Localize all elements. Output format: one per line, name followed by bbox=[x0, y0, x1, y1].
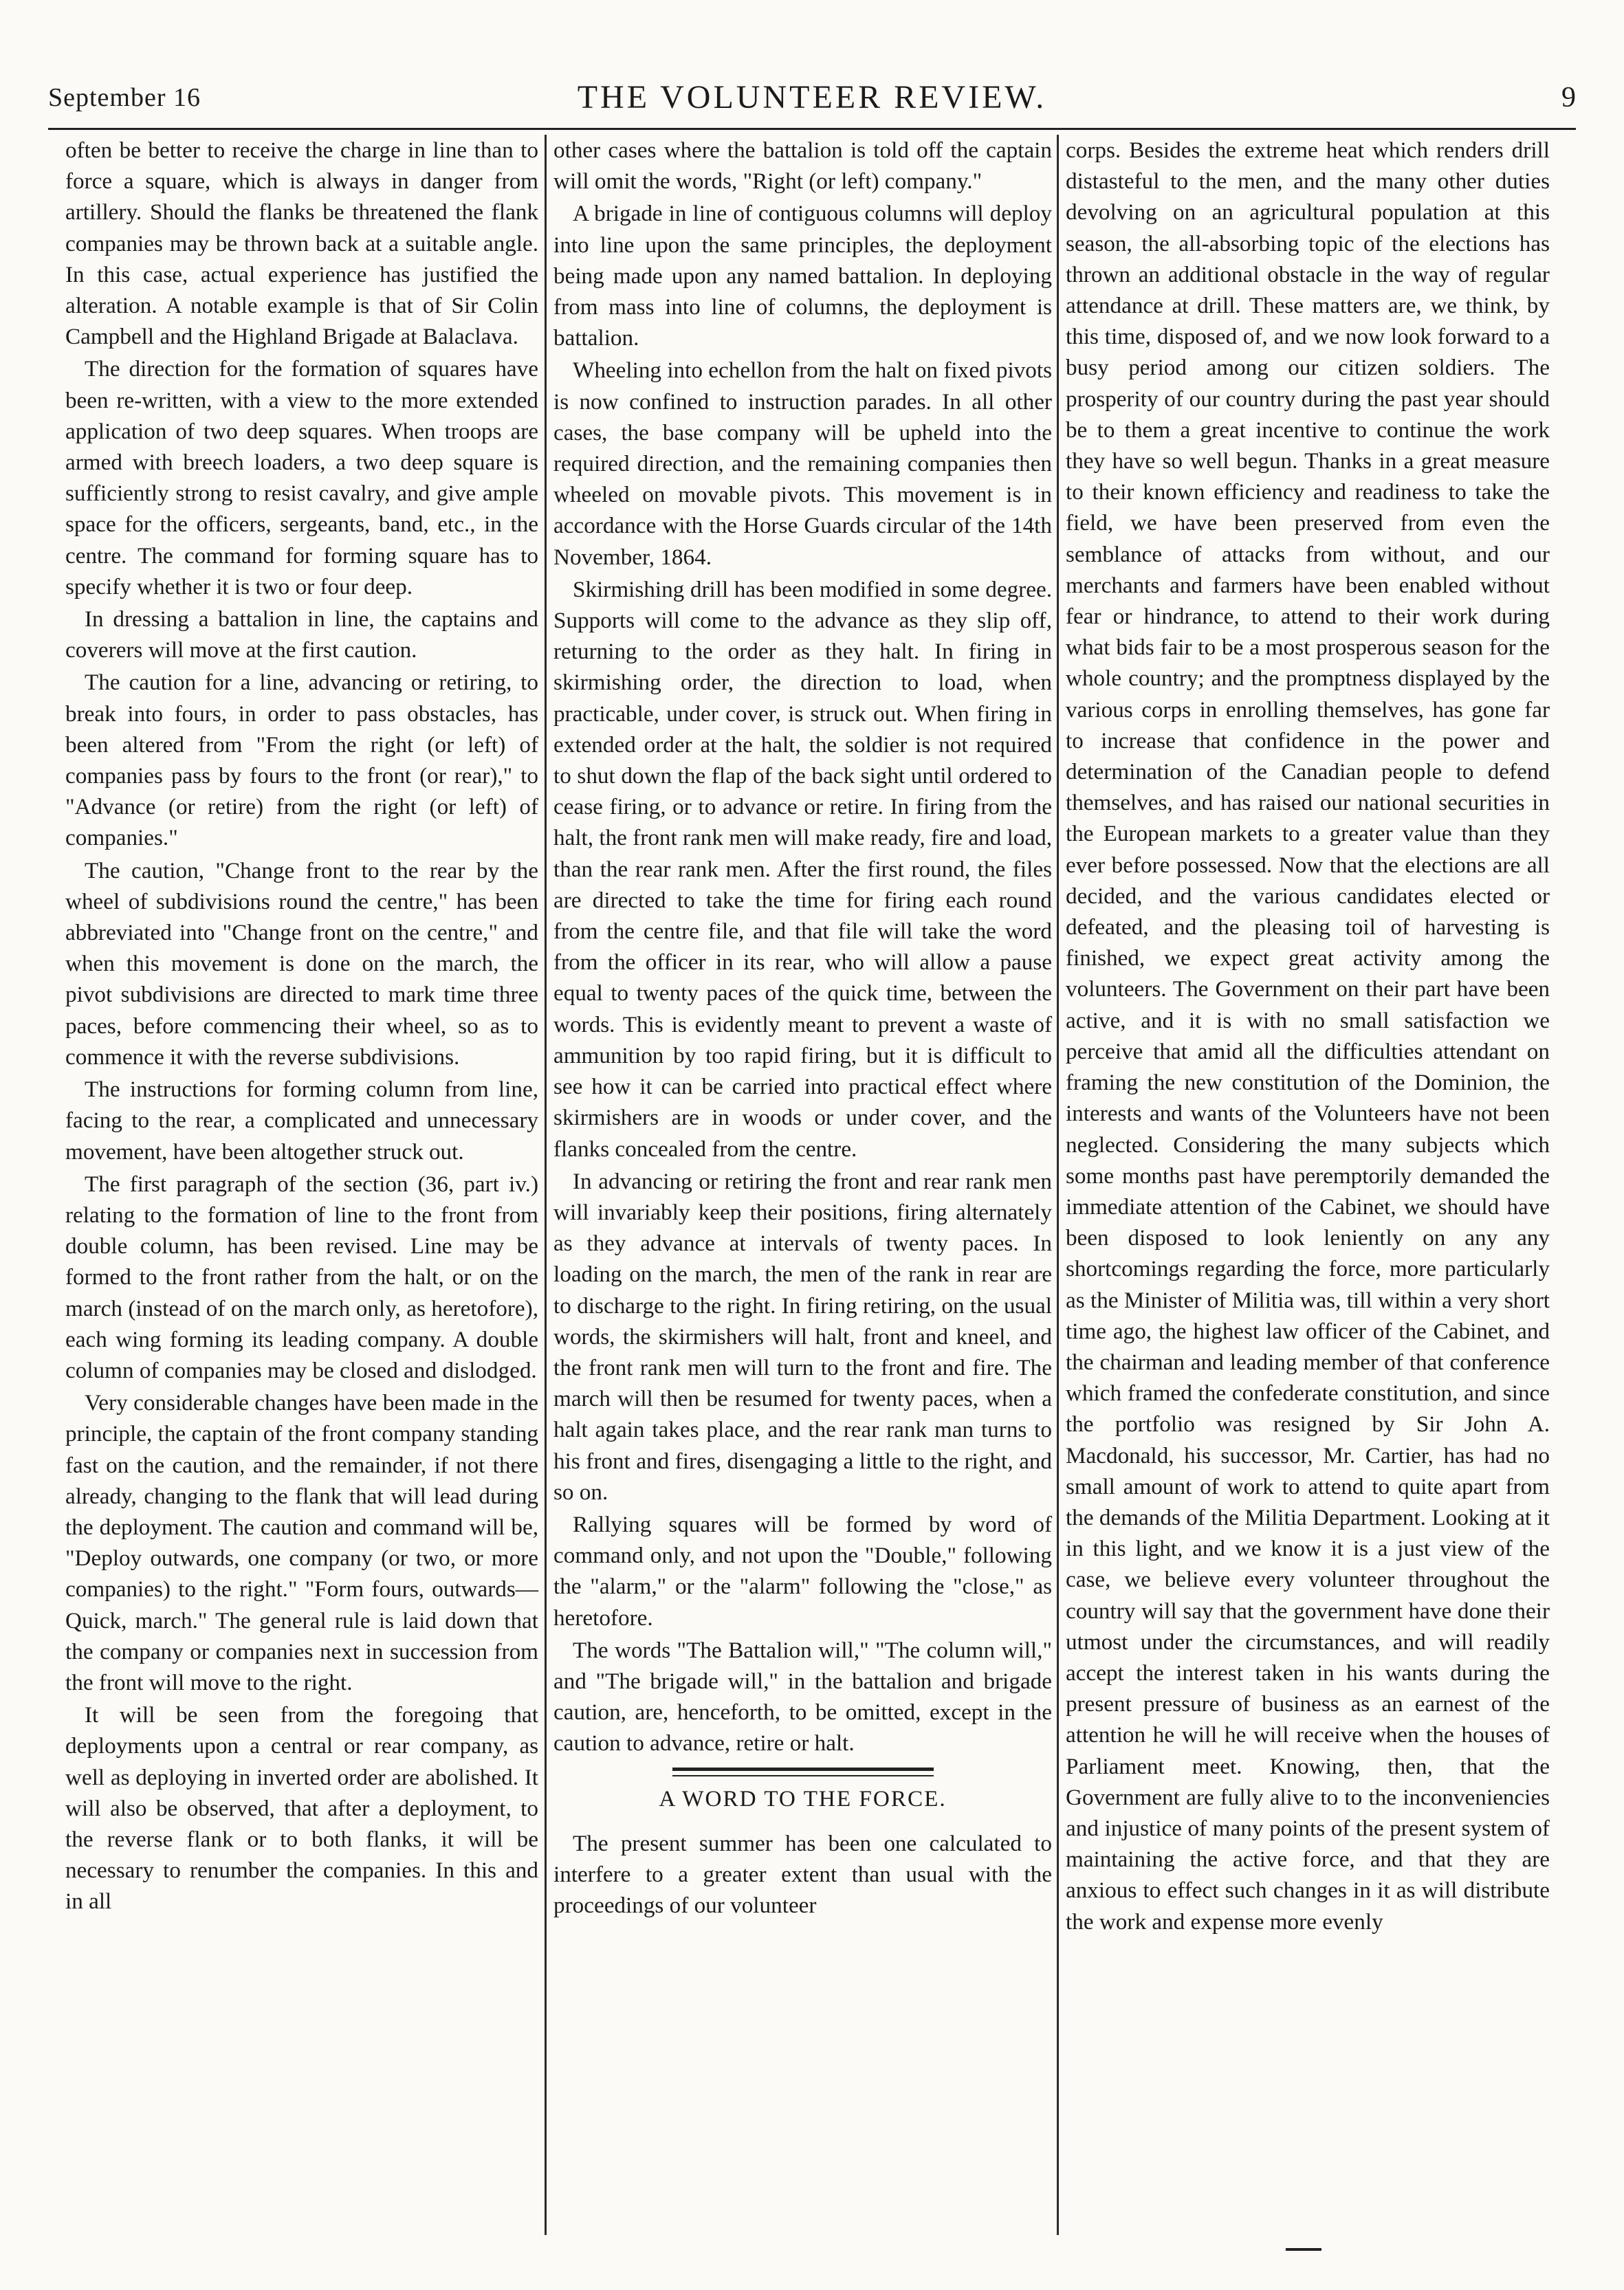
paragraph: The first paragraph of the section (36, part iv.) relating to the formation of line to the front from double column, has been revised. Line may be formed to the front rather from the halt, or on the march (instead of on the march only, as heretofore), each wing forming its leading company. A double column of companies may be closed and dislodged. bbox=[65, 1171, 538, 1383]
paragraph: Skirmishing drill has been modified in some degree. Supports will come to the advance as they slip off, returning to the order as they halt. In firing in skirmishing order, the direction to load, when practicable, under cover, is struck out. When firing in extended order at the halt, the soldier is not required to shut down the flap of the back sight until ordered to cease firing, or to advance or retire. In firing from the halt, the front rank men will make ready, fire and load, than the rear rank men. After the first round, the files are directed to take the time for firing each round from the centre file, and that file will take the word from the officer in its rear, who will allow a pause equal to twenty paces of the quick time, between the words. This is evidently meant to prevent a waste of ammunition by too rapid firing, but it is difficult to see how it can be carried into practical effect where skirmishers are in woods or under cover, and the flanks concealed from the centre. bbox=[553, 576, 1052, 1162]
column-divider bbox=[1057, 135, 1059, 2235]
paragraph: corps. Besides the extreme heat which renders drill distasteful to the men, and the many other duties devolving on an agricultural population at this season, the all-absorbing topic of the elections has thrown an additional obstacle in the way of regular attendance at drill. These matters are, we think, by this time, disposed of, and we now look forward to a busy period among our citizen soldiers. The prosperity of our country during the past year should be to them a great incentive to continue the work they have so well begun. Thanks in a great measure to their known efficiency and readiness to take the field, we have been preserved from even the semblance of attacks from without, and our merchants and farmers have been enabled without fear or hindrance, to attend to their work during what bids fair to be a most prosperous season for the whole country; and the promptness displayed by the various corps in enrolling themselves, has gone far to increase that confidence in the power and determination of the Canadian people to defend themselves, and has raised our national securities in the European markets to a greater value than they ever before possessed. Now that the elections are all decided, and the various candidates elected or defeated, and the pleasing toil of harvesting is finished, we expect great activity among the volunteers. The Government on their part have been active, and it is with no small satisfaction we perceive that amid all the difficulties attendant on framing the new constitution of the Dominion, the interests and wants of the Volunteers have not been neglected. Considering the many subjects which some months past have peremptorily demanded the immediate attention of the Cabinet, we should have been disposed to look leniently on any any shortcomings regarding the force, more particularly as the Minister of Militia was, till within a very short time ago, the highest law officer of the Cabinet, and the chairman and leading member of that conference which framed the confederate constitution, and since the portfolio was resigned by Sir John A. Macdonald, his successor, Mr. Cartier, has had no small amount of work to attend to quite apart from the demands of the Militia Department. Looking at it in this light, and we know it is a just view of the case, we believe every volunteer throughout the country will say that the government have done their utmost under the circumstances, and will readily accept the interest taken in his wants during the present pressure of business as an earnest of the attention he will he will receive when the houses of Parliament meet. Knowing, then, that the Government are fully alive to to the inconveniencies and injustice of many points of the present system of maintaining the active force, and that they are anxious to effect such changes in it as will distribute the work and expense more evenly bbox=[1066, 137, 1550, 1935]
paragraph: It will be seen from the foregoing that deployments upon a central or rear company, as well as deploying in inverted order are abolished. It will also be observed, that after a deployment, to the reverse flank or to both flanks, it will be necessary to renumber the companies. In this and in all bbox=[65, 1702, 538, 1915]
page-header bbox=[48, 76, 1576, 131]
column-2 bbox=[553, 135, 1052, 2249]
article-heading: A WORD TO THE FORCE. bbox=[659, 1785, 947, 1812]
column-divider bbox=[545, 135, 547, 2235]
paragraph: In advancing or retiring the front and rear rank men will invariably keep their positions, firing alternately as they advance at intervals of twenty paces. In loading on the march, the men of the rank in rear are to discharge to the right. In firing retiring, on the usual words, the skirmishers will halt, front and kneel, and the front rank men will turn to the front and fire. The march will then be resumed for twenty paces, when a halt again takes place, and the rear rank man turns to his front and fires, disengaging a little to the right, and so on. bbox=[553, 1168, 1052, 1505]
paragraph: often be better to receive the charge in line than to force a square, which is always in danger from artillery. Should the flanks be threatened the flank companies may be thrown back at a suitable angle. In this case, actual experience has justified the alteration. A notable example is that of Sir Colin Campbell and the Highland Brigade at Balaclava. bbox=[65, 137, 538, 350]
paragraph: A brigade in line of contiguous columns will deploy into line upon the same principles, the deployment being made upon any named battalion. In deploying from mass into line of columns, the deployment is battalion. bbox=[553, 201, 1052, 351]
header-rule bbox=[48, 128, 1576, 130]
end-rule bbox=[1286, 2248, 1321, 2251]
paragraph: The caution for a line, advancing or retiring, to break into fours, in order to pass obstacles, has been altered from "From the right (or left) of companies pass by fours to the front (or rear)," to "Advance (or retire) from the right (or left) of companies." bbox=[65, 670, 538, 851]
paragraph: The instructions for forming column from line, facing to the rear, a complicated and unnecessary movement, have been altogether struck out. bbox=[65, 1077, 538, 1165]
paragraph: The caution, "Change front to the rear by the wheel of subdivisions round the centre," has been abbreviated into "Change front on the centre," and when this movement is done on the march, the pivot subdivisions are directed to mark time three paces, before commencing their wheel, so as to commence it with the reverse subdivisions. bbox=[65, 857, 538, 1070]
paragraph: Very considerable changes have been made in the principle, the captain of the front company standing fast on the caution, and the remainder, if not there already, changing to the flank that will lead during the deployment. The caution and command will be, "Deploy outwards, one company (or two, or more companies) to the right." "Form fours, outwards—Quick, march." The general rule is laid down that the company or companies next in succession from the front will move to the right. bbox=[65, 1390, 538, 1695]
paragraph: other cases where the battalion is told off the captain will omit the words, "Right (or left) company." bbox=[553, 137, 1052, 195]
paragraph: In dressing a battalion in line, the captains and coverers will move at the first caution. bbox=[65, 606, 538, 663]
paragraph: The words "The Battalion will," "The column will," and "The brigade will," in the battalion and brigade caution, are, henceforth, to be omitted, except in the caution to advance, retire or halt. bbox=[553, 1637, 1052, 1757]
masthead-title: THE VOLUNTEER REVIEW. bbox=[577, 79, 1047, 115]
section-rule bbox=[672, 1775, 934, 1776]
header-date: September 16 bbox=[48, 83, 201, 112]
section-rule bbox=[672, 1768, 934, 1771]
column-3 bbox=[1066, 135, 1550, 2249]
paragraph: Wheeling into echellon from the halt on fixed pivots is now confined to instruction parades. In all other cases, the base company will be upheld into the required direction, and the remaining companies then wheeled on movable pivots. This movement is in accordance with the Horse Guards circular of the 14th November, 1864. bbox=[553, 357, 1052, 570]
page-number: 9 bbox=[1561, 82, 1576, 113]
paragraph: Rallying squares will be formed by word of command only, and not upon the "Double," following the "alarm," or the "alarm" following the "close," as heretofore. bbox=[553, 1511, 1052, 1631]
paragraph: The direction for the formation of squares have been re-written, with a view to the more extended application of two deep squares. When troops are armed with breech loaders, a two deep square is sufficiently strong to resist cavalry, and give ample space for the officers, sergeants, band, etc., in the centre. The command for forming square has to specify whether it is two or four deep. bbox=[65, 356, 538, 599]
paragraph: The present summer has been one calculated to interfere to a greater extent than usual with the proceedings of our volunteer bbox=[553, 1830, 1052, 1919]
column-1 bbox=[65, 135, 538, 2249]
